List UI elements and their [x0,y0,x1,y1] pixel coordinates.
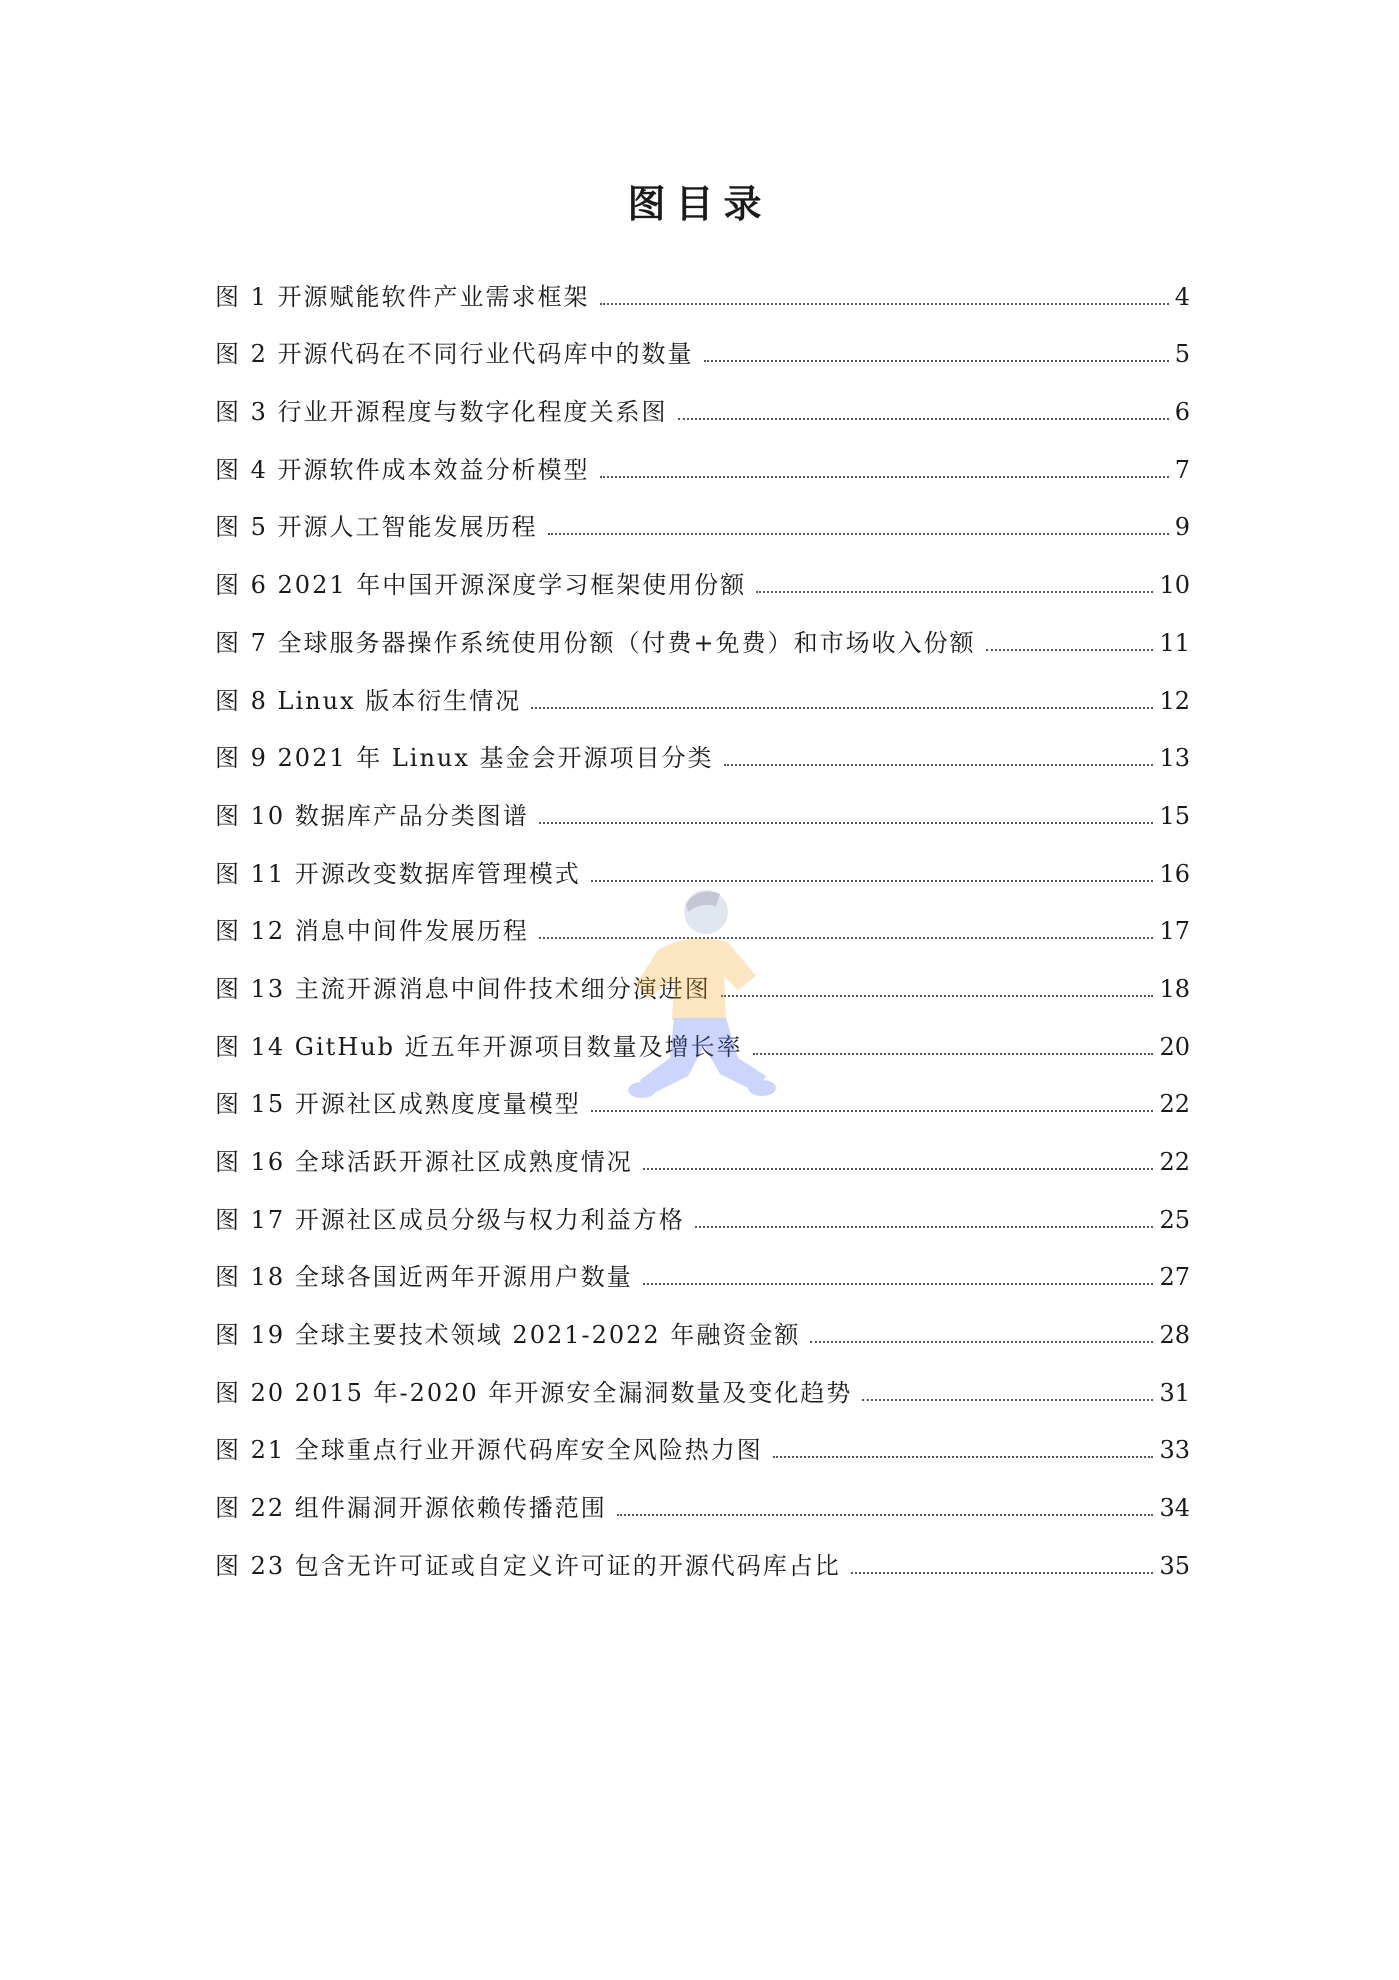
toc-entry[interactable] [215,427,1190,485]
toc-entry[interactable] [215,600,1190,658]
toc-entry-page: 22 [1159,1148,1190,1176]
toc-entry-page: 16 [1159,859,1190,888]
toc-entry-label: 图 17 开源社区成员分级与权力利益方格 [215,1205,685,1234]
toc-dot-leader [539,937,1154,939]
toc-entry-label: 图 23 包含无许可证或自定义许可证的开源代码库占比 [215,1551,841,1580]
toc-dot-leader [591,1110,1154,1112]
toc-entry-label: 图 13 主流开源消息中间件技术细分演进图 [215,974,711,1003]
figure-list [215,254,1190,1581]
toc-entry[interactable] [215,1062,1190,1120]
toc-dot-leader [862,1399,1153,1401]
toc-entry[interactable] [215,1465,1190,1523]
toc-entry[interactable] [215,1408,1190,1466]
toc-entry-label: 图 14 GitHub 近五年开源项目数量及增长率 [215,1032,743,1061]
toc-entry-page: 13 [1159,744,1190,773]
toc-dot-leader [531,707,1153,709]
toc-entry-label: 图 21 全球重点行业开源代码库安全风险热力图 [215,1436,763,1465]
toc-dot-leader [591,880,1154,882]
toc-entry[interactable] [215,1119,1190,1177]
toc-dot-leader [548,533,1169,535]
toc-entry-label: 图 18 全球各国近两年开源用户数量 [215,1263,633,1292]
toc-dot-leader [753,1053,1154,1055]
toc-entry[interactable] [215,369,1190,427]
toc-dot-leader [600,303,1169,305]
toc-entry-label: 图 1 开源赋能软件产业需求框架 [215,282,590,311]
toc-dot-leader [986,649,1154,651]
toc-entry-page: 22 [1159,1090,1190,1119]
toc-entry-page: 7 [1174,455,1190,484]
toc-entry[interactable] [215,485,1190,543]
toc-entry-page: 17 [1159,917,1190,946]
toc-dot-leader [810,1341,1153,1343]
toc-entry-page: 27 [1159,1263,1190,1292]
toc-entry[interactable] [215,312,1190,370]
toc-entry-label: 图 9 2021 年 Linux 基金会开源项目分类 [215,744,714,773]
toc-entry[interactable] [215,254,1190,312]
toc-entry-label: 图 5 开源人工智能发展历程 [215,513,538,542]
toc-entry-label: 图 3 行业开源程度与数字化程度关系图 [215,398,668,427]
toc-entry-label: 图 11 开源改变数据库管理模式 [215,859,581,888]
toc-entry-label: 图 8 Linux 版本衍生情况 [215,686,522,715]
page-title: 图目录 [627,182,772,226]
toc-entry[interactable] [215,1292,1190,1350]
toc-entry-page: 18 [1159,974,1190,1003]
toc-entry-page: 15 [1159,801,1190,830]
toc-entry-label: 图 10 数据库产品分类图谱 [215,801,529,830]
toc-entry[interactable] [215,1350,1190,1408]
toc-dot-leader [756,591,1153,593]
toc-entry-label: 图 2 开源代码在不同行业代码库中的数量 [215,340,694,369]
toc-entry-label: 图 16 全球活跃开源社区成熟度情况 [215,1148,633,1176]
toc-dot-leader [704,360,1169,362]
toc-entry[interactable] [215,946,1190,1004]
toc-entry[interactable] [215,658,1190,716]
toc-dot-leader [539,822,1154,824]
toc-entry[interactable] [215,1235,1190,1293]
toc-entry-page: 12 [1159,686,1190,715]
toc-dot-leader [724,764,1154,766]
toc-entry-page: 6 [1174,398,1190,427]
toc-entry-page: 9 [1174,513,1190,542]
toc-entry-label: 图 22 组件漏洞开源依赖传播范围 [215,1494,607,1523]
toc-dot-leader [600,476,1169,478]
toc-dot-leader [851,1572,1154,1574]
toc-entry[interactable] [215,542,1190,600]
toc-entry[interactable] [215,773,1190,831]
toc-entry-label: 图 20 2015 年-2020 年开源安全漏洞数量及变化趋势 [215,1378,853,1407]
toc-dot-leader [643,1283,1154,1285]
toc-dot-leader [617,1514,1154,1516]
toc-dot-leader [643,1168,1154,1170]
toc-entry-page: 28 [1159,1321,1190,1350]
toc-entry-page: 25 [1159,1205,1190,1234]
toc-entry-page: 35 [1159,1551,1190,1580]
toc-entry-page: 34 [1159,1494,1190,1523]
toc-entry[interactable] [215,831,1190,889]
toc-entry-page: 33 [1159,1436,1190,1465]
toc-dot-leader [695,1226,1154,1228]
toc-dot-leader [678,418,1169,420]
toc-entry[interactable] [215,1523,1190,1581]
toc-entry-label: 图 4 开源软件成本效益分析模型 [215,455,590,484]
toc-entry[interactable] [215,716,1190,774]
toc-entry-label: 图 6 2021 年中国开源深度学习框架使用份额 [215,571,747,600]
toc-entry-page: 20 [1159,1032,1190,1061]
toc-entry[interactable] [215,1177,1190,1235]
toc-entry[interactable] [215,1004,1190,1062]
toc-entry-page: 31 [1159,1378,1190,1407]
toc-entry-label: 图 15 开源社区成熟度度量模型 [215,1090,581,1119]
toc-entry-label: 图 7 全球服务器操作系统使用份额（付费+免费）和市场收入份额 [215,628,976,657]
toc-entry-page: 11 [1159,628,1190,657]
toc-entry-page: 10 [1159,571,1190,600]
toc-dot-leader [773,1456,1154,1458]
toc-entry-label: 图 19 全球主要技术领域 2021-2022 年融资金额 [215,1321,801,1350]
toc-entry-page: 4 [1174,282,1190,311]
toc-entry[interactable] [215,889,1190,947]
toc-entry-page: 5 [1174,340,1190,369]
toc-entry-label: 图 12 消息中间件发展历程 [215,917,529,946]
toc-dot-leader [721,995,1154,997]
